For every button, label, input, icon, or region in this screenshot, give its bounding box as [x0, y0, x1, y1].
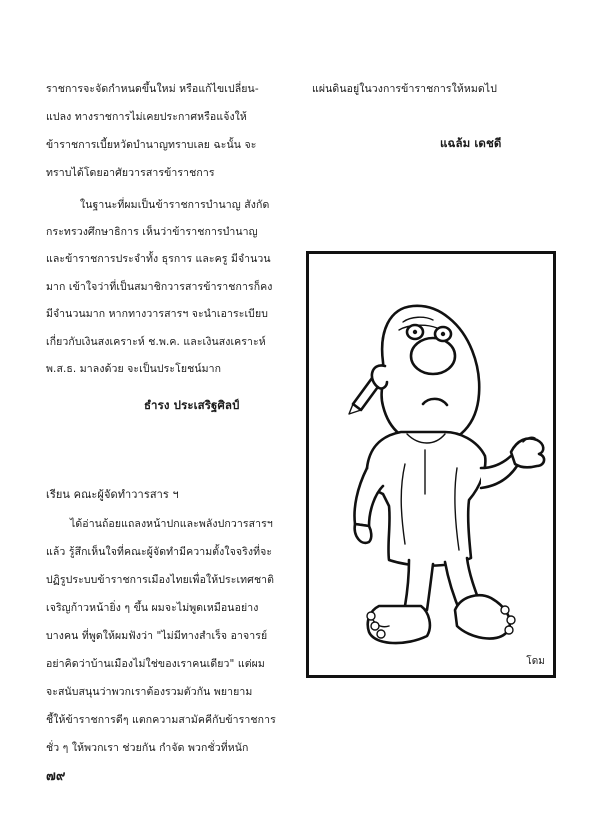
letter-heading: เรียน คณะผู้จัดทำวารสาร ฯ [46, 488, 179, 501]
paragraph-line: แล้ว รู้สึกเห็นใจที่คณะผู้จัดทำมีความตั้งใจจริงที่จะ [46, 546, 273, 558]
paragraph-line: เจริญก้าวหน้ายิ่ง ๆ ขึ้น ผมจะไม่พูดเหมือนอย่าง [46, 602, 259, 614]
paragraph-line: และข้าราชการประจำทั้ง ธุรการ และครู มีจำนวน [46, 253, 271, 265]
paragraph-line: บางคน ที่พูดให้ผมฟังว่า "ไม่มีทางสำเร็จ อาจารย์ [46, 630, 268, 642]
paragraph-line: พ.ส.ธ. มาลงด้วย จะเป็นประโยชน์มาก [46, 363, 222, 375]
letter-signature: ธำรง ประเสริฐศิลป์ [144, 398, 240, 412]
paragraph-line: แปลง ทางราชการไม่เคยประกาศหรือแจ้งให้ [46, 111, 247, 123]
cartoon-illustration [306, 251, 556, 678]
paragraph-line: ในฐานะที่ผมเป็นข้าราชการบำนาญ สังกัด [80, 199, 270, 211]
artist-signature: โดม [526, 656, 545, 667]
paragraph-line: ข้าราชการเบี้ยหวัดบำนาญทราบเลย ฉะนั้น จะ [46, 139, 257, 151]
paragraph-line: ชี้ให้ข้าราชการดีๆ แตกความสามัคคีกับข้าราชการ [46, 714, 276, 726]
paragraph-line: อย่าคิดว่าบ้านเมืองไม่ใช่ของเราคนเดียว" แต่ผม [46, 658, 265, 670]
paragraph-line: แผ่นดินอยู่ในวงการข้าราชการให้หมดไป [312, 83, 497, 95]
right-foot-shape [455, 595, 510, 638]
paragraph-line: ชั่ว ๆ ให้พวกเรา ช่วยกัน กำจัด พวกชั่วที่หนัก [46, 742, 249, 754]
paragraph-line: ได้อ่านถ้อยแถลงหน้าปกและพลังปกวารสารฯ [70, 518, 273, 530]
shirt-shape [367, 432, 486, 566]
page-number: ๗๙ [46, 769, 66, 784]
paragraph-line: เกี่ยวกับเงินสงเคราะห์ ช.พ.ค. และเงินสงเคราะห์ [46, 336, 266, 348]
nose-shape [411, 338, 455, 374]
paragraph-line: จะสนับสนุนว่าพวกเราต้องรวมตัวกัน พยายาม [46, 686, 253, 698]
paragraph-line: มีจำนวนมาก หากทางวารสารฯ จะนำเอาระเบียบ [46, 308, 268, 320]
cartoon-drawing [309, 254, 553, 675]
paragraph-line: ราชการจะจัดกำหนดขึ้นใหม่ หรือแก้ไขเปลี่ยน- [46, 83, 259, 95]
paragraph-line: ทราบได้โดยอาศัยวารสารข้าราชการ [46, 167, 215, 179]
letter-signature: แฉล้ม เดชดี [440, 136, 502, 150]
hand-shape [511, 439, 544, 468]
paragraph-line: มาก เข้าใจว่าที่เป็นสมาชิกวารสารข้าราชการก็คง [46, 281, 273, 293]
paragraph-line: กระทรวงศึกษาธิการ เห็นว่าข้าราชการบำนาญ [46, 226, 258, 238]
paragraph-line: ปฏิรูประบบข้าราชการเมืองไทยเพื่อให้ประเทศชาติ [46, 574, 275, 586]
